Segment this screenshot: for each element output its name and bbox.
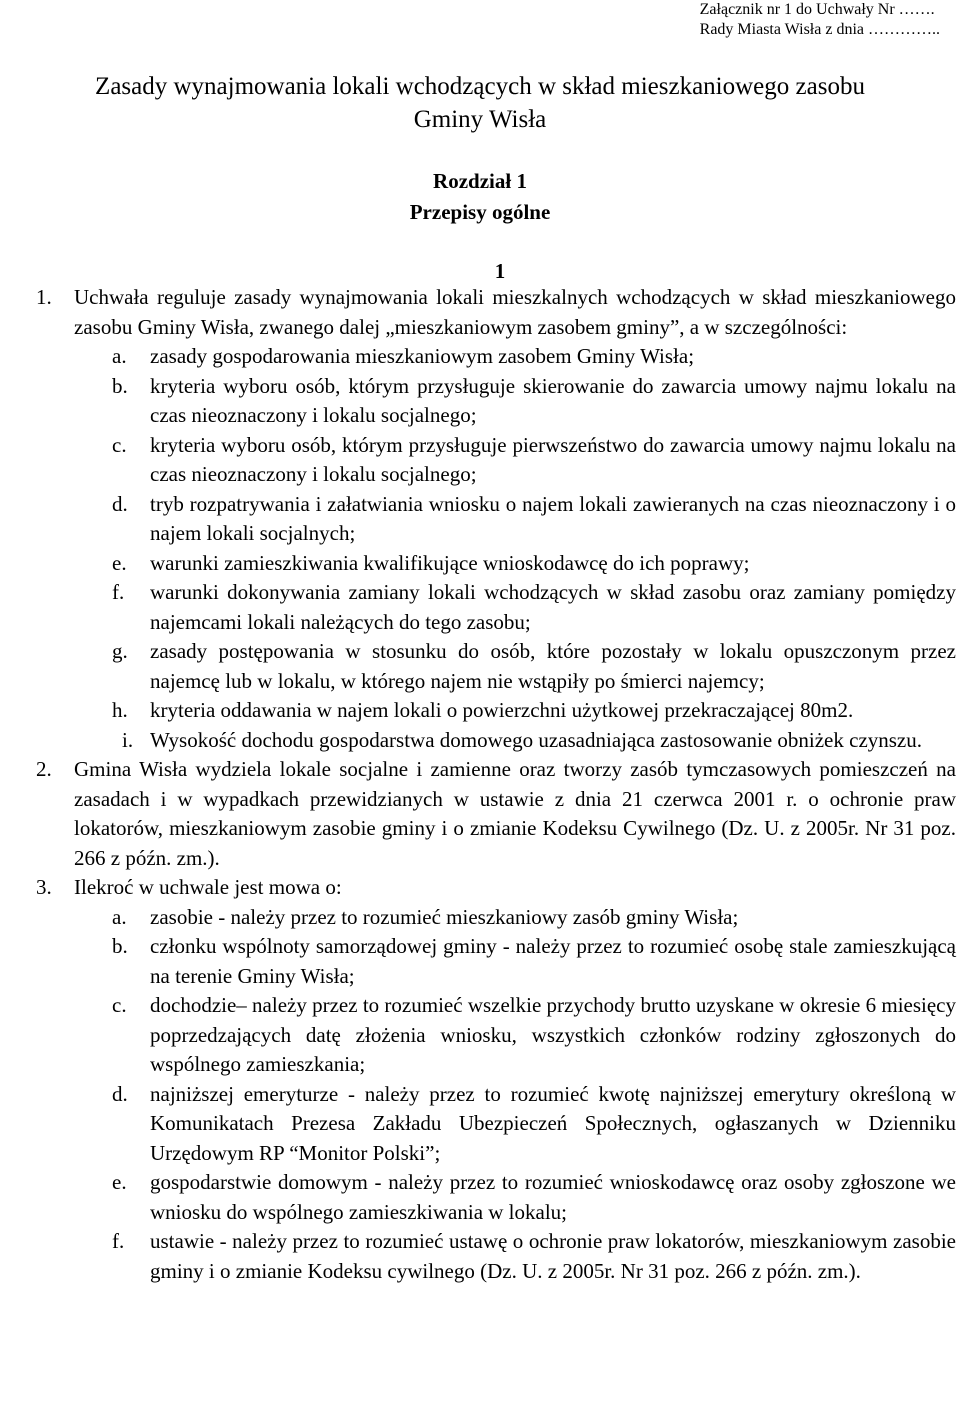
- list-item-text: kryteria wyboru osób, którym przysługuje pierwszeństwo do zawarcia umowy najmu lokalu na czas nieoznaczony i lokalu socjalnego;: [150, 432, 956, 486]
- list-item-text: ustawie - należy przez to rozumieć ustawę o ochronie praw lokatorów, mieszkaniowym zasobie gminy i o zmianie Kodeksu cywilnego (Dz. U. z 2005r. Nr 31 poz. 266 z późn. zm.).: [150, 1229, 956, 1283]
- list-item-letter: d.: [112, 491, 128, 516]
- list-item-letter: f.: [112, 580, 125, 604]
- list-item-text: tryb rozpatrywania i załatwiania wniosku o najem lokali zawieranych na czas nieoznaczony i o najem lokali socjalnych;: [150, 491, 956, 545]
- list-item-text: najniższej emeryturze - należy przez to rozumieć kwotę najniższej emerytury określoną w Komunikatach Prezesa Zakładu Ubezpieczeń Społecznych, ogłaszanych w Dzienniku Urzędowym RP “Monitor Polski”;: [150, 1081, 956, 1165]
- list-item: [112, 932, 956, 991]
- list-item-letter: c.: [112, 993, 127, 1017]
- list-item-letter: c.: [112, 432, 127, 457]
- section-3: [36, 873, 956, 903]
- document-title-line2: Gminy Wisła: [413, 106, 547, 133]
- list-item-text: zasobie - należy przez to rozumieć mieszkaniowy zasób gminy Wisła;: [150, 904, 739, 929]
- section-number: 3.: [36, 875, 52, 899]
- attachment-note: [700, 0, 940, 40]
- paragraph-sign: [0, 258, 960, 284]
- list-item-letter: a.: [112, 344, 127, 368]
- list-item: [112, 1080, 956, 1169]
- list-item-text: dochodzie– należy przez to rozumieć wszelkie przychody brutto uzyskane w okresie 6 miesięcy poprzedzających datę złożenia wniosku, wszystkich członków rodziny zgłoszonych do wspólnego zamieszkania;: [150, 993, 956, 1076]
- list-item: [112, 991, 956, 1080]
- list-item: [112, 549, 956, 579]
- section-number: 2.: [36, 757, 52, 781]
- list-item-text: kryteria wyboru osób, którym przysługuje skierowanie do zawarcia umowy najmu lokalu na czas nieoznaczony i lokalu socjalnego;: [150, 373, 956, 427]
- list-item: [112, 578, 956, 637]
- list-item: [112, 490, 956, 549]
- list-item-letter: h.: [112, 698, 128, 722]
- list-item-letter: i.: [122, 727, 134, 752]
- list-item-letter: d.: [112, 1081, 128, 1106]
- list-item-letter: e.: [112, 550, 127, 575]
- list-item-text: Wysokość dochodu gospodarstwa domowego uzasadniająca zastosowanie obniżek czynszu.: [150, 727, 923, 752]
- list-item: [112, 372, 956, 431]
- list-item-letter: g.: [112, 639, 128, 663]
- section-3-list: [36, 903, 956, 1287]
- list-item: [112, 1168, 956, 1227]
- list-item: [112, 431, 956, 490]
- document-body: [36, 283, 956, 1286]
- section-1-list: [36, 342, 956, 755]
- list-item-text: warunki zamieszkiwania kwalifikujące wnioskodawcę do ich poprawy;: [150, 550, 750, 575]
- paragraph-number: 1: [494, 259, 506, 283]
- chapter-heading: [0, 166, 960, 228]
- section-intro: Uchwała reguluje zasady wynajmowania lokali mieszkalnych wchodzących w skład mieszkaniowego zasobu Gminy Wisła, zwanego dalej „mieszkaniowym zasobem gminy”, a w szczególności:: [74, 285, 956, 339]
- list-item-text: zasady postępowania w stosunku do osób, które pozostały w lokalu opuszczonym przez najemcę lub w lokalu, w którego najem nie wstąpiły po śmierci najemcy;: [150, 639, 956, 693]
- list-item: [112, 903, 956, 933]
- list-item-letter: b.: [112, 934, 128, 958]
- section-text: Gmina Wisła wydziela lokale socjalne i zamienne oraz tworzy zasób tymczasowych pomieszczeń na zasadach i w wypadkach przewidzianych w ustawie z dnia 21 czerwca 2001 r. o ochronie praw lokatorów, mieszkaniowym zasobie gminy i o zmianie Kodeksu Cywilnego (Dz. U. z 2005r. Nr 31 poz. 266 z późn. zm.).: [74, 757, 956, 870]
- chapter-number: Rozdział 1: [433, 169, 527, 193]
- list-item-letter: b.: [112, 373, 128, 398]
- chapter-name: Przepisy ogólne: [409, 200, 551, 224]
- list-item-letter: a.: [112, 904, 127, 929]
- list-item: [112, 342, 956, 372]
- list-item: [112, 637, 956, 696]
- document-title-line1: Zasady wynajmowania lokali wchodzących w skład mieszkaniowego zasobu: [95, 73, 865, 100]
- list-item: [112, 1227, 956, 1286]
- attachment-note-line1: Załącznik nr 1 do Uchwały Nr …….: [699, 1, 935, 18]
- section-2: [36, 755, 956, 873]
- section-number: 1.: [36, 285, 52, 309]
- list-item-text: kryteria oddawania w najem lokali o powierzchni użytkowej przekraczającej 80m2.: [150, 698, 854, 722]
- document-title: [0, 70, 960, 136]
- list-item-text: warunki dokonywania zamiany lokali wchodzących w skład zasobu oraz zamiany pomiędzy najemcami lokali należących do tego zasobu;: [150, 580, 956, 634]
- section-1: [36, 283, 956, 342]
- list-item: [112, 696, 956, 726]
- list-item-letter: f.: [112, 1229, 125, 1253]
- list-item-letter: e.: [112, 1170, 127, 1194]
- list-item-text: gospodarstwie domowym - należy przez to rozumieć wnioskodawcę oraz osoby zgłoszone we wniosku do wspólnego zamieszkiwania w lokalu;: [150, 1170, 956, 1224]
- attachment-note-line2: Rady Miasta Wisła z dnia …………..: [699, 21, 940, 38]
- section-intro: Ilekroć w uchwale jest mowa o:: [74, 875, 342, 899]
- list-item: [112, 726, 956, 756]
- list-item-text: zasady gospodarowania mieszkaniowym zasobem Gminy Wisła;: [150, 344, 695, 368]
- list-item-text: członku wspólnoty samorządowej gminy - należy przez to rozumieć osobę stale zamieszkującą na terenie Gminy Wisła;: [150, 934, 956, 988]
